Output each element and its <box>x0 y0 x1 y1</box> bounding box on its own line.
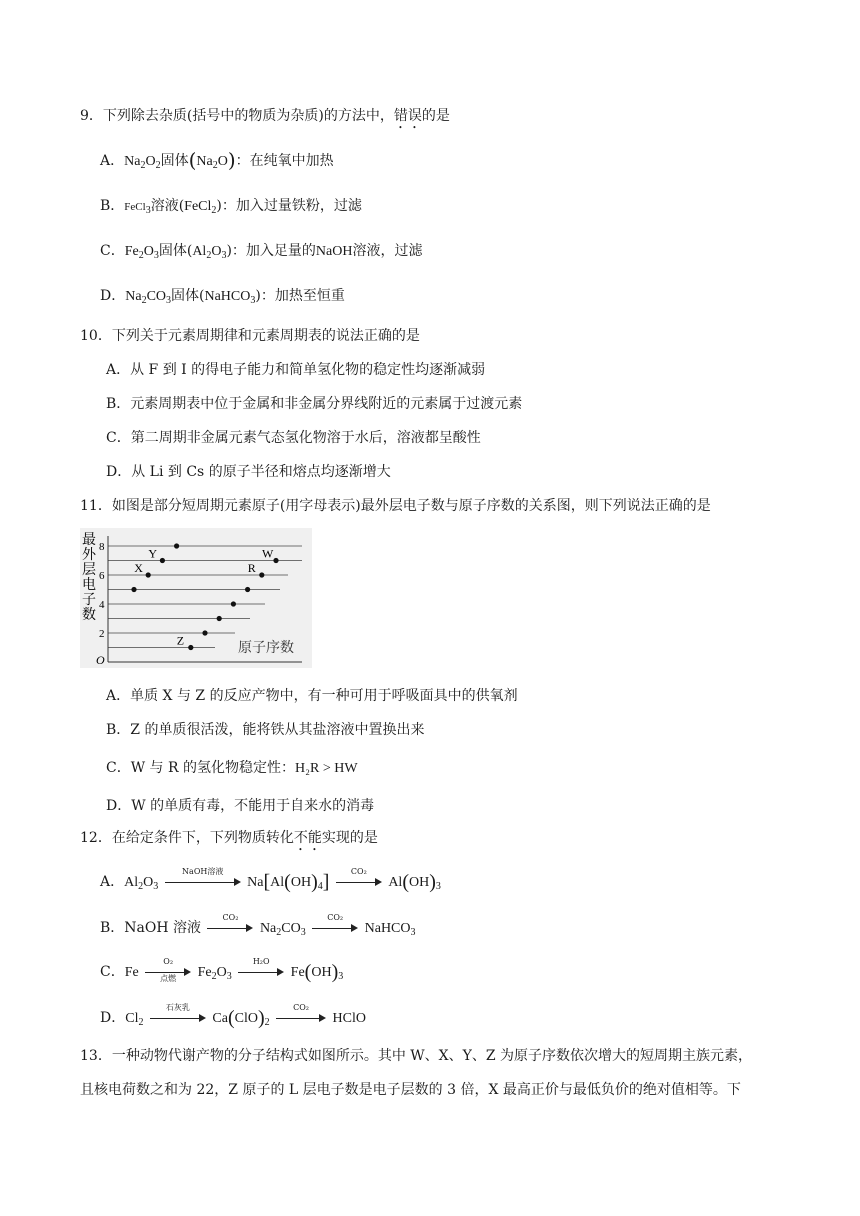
arrow: CO₂ <box>207 922 253 934</box>
chart-ylabel: 最外层电子数 <box>82 532 96 623</box>
arrow: O₂ 点燃 <box>145 966 191 978</box>
chart-tick-label: 8 <box>99 541 105 553</box>
chart-point <box>245 587 250 592</box>
q11-option-c: C．W 与 R 的氢化物稳定性：H₂R > HW <box>106 760 358 776</box>
q11-option-a: A．单质 X 与 Z 的反应产物中，有一种可用于呼吸面具中的供氧剂 <box>106 688 518 704</box>
q9-option-b: B．FeCl$_3$溶液(FeCl$_2$)：加入过量铁粉，过滤 <box>100 198 362 216</box>
q10-option-b: B．元素周期表中位于金属和非金属分界线附近的元素属于过渡元素 <box>106 396 523 412</box>
q12-option-b: B．NaOH 溶液 CO₂ $Na_2CO_3$ CO₂ NaHCO$_3$ <box>100 913 416 938</box>
chart-tick-label: 6 <box>99 570 105 582</box>
arrow: 石灰乳 <box>150 1012 206 1024</box>
q9-option-d: D．$Na_2CO_3$固体(NaHCO$_3$)：加热至恒重 <box>100 288 345 306</box>
chart-point-label: X <box>134 561 143 575</box>
q13-line2: 且核电荷数之和为 22，Z 原子的 L 层电子数是电子层数的 3 倍，X 最高正价与最低负价的绝对值相等。下 <box>80 1082 741 1098</box>
q12-option-d: D．$Cl_2$ 石灰乳 $Ca(ClO)_2$ CO₂ HClO <box>100 1003 366 1029</box>
q9-option-c: C．$Fe_2O_3$固体$(Al_2O_3)$：加入足量的NaOH溶液，过滤 <box>100 243 423 261</box>
chart-point <box>259 572 264 577</box>
q10-option-c: C．第二周期非金属元素气态氢化物溶于水后，溶液都呈酸性 <box>106 430 481 446</box>
chart-origin: O <box>96 653 105 667</box>
q10-option-a: A．从 F 到 I 的得电子能力和简单氢化物的稳定性均逐渐减弱 <box>106 362 486 378</box>
q10-option-d: D．从 Li 到 Cs 的原子半径和熔点均逐渐增大 <box>106 464 391 480</box>
chart-point <box>188 645 193 650</box>
chart-point <box>160 558 165 563</box>
chart-point-label: Z <box>176 633 185 648</box>
q13-line1: 13．一种动物代谢产物的分子结构式如图所示。其中 W、X、Y、Z 为原子序数依次增大的短周期主族元素， <box>80 1048 753 1064</box>
arrow: CO₂ <box>336 876 382 888</box>
chart-point-label: W <box>262 546 274 561</box>
chart-point <box>231 601 236 606</box>
q12-option-a: A．$Al_2O_3$ NaOH溶液 $Na[Al(OH)_4]$ CO₂ $Al(OH)_3$ <box>100 867 441 893</box>
q11-option-d: D．W 的单质有毒，不能用于自来水的消毒 <box>106 798 375 814</box>
chart-point <box>131 587 136 592</box>
arrow: CO₂ <box>276 1012 326 1024</box>
chart-point <box>146 572 151 577</box>
arrow: NaOH溶液 <box>165 876 241 888</box>
q10-stem: 10．下列关于元素周期律和元素周期表的说法正确的是 <box>80 328 420 344</box>
chart-tick-label: 2 <box>99 628 105 640</box>
q11-option-b: B．Z 的单质很活泼，能将铁从其盐溶液中置换出来 <box>106 722 425 738</box>
chart-point-label: R <box>247 561 256 575</box>
chart-point <box>174 543 179 548</box>
chart-point-label: Y <box>148 546 158 561</box>
chart-point <box>217 616 222 621</box>
q11-stem: 11．如图是部分短周期元素原子(用字母表示)最外层电子数与原子序数的关系图，则下列说法正确的是 <box>80 498 711 514</box>
chart-point <box>202 630 207 635</box>
q12-option-c: C．Fe O₂ 点燃 $Fe_2O_3$ H₂O $Fe(OH)_3$ <box>100 957 344 983</box>
arrow: CO₂ <box>312 922 358 934</box>
q9-stem: 9．下列除去杂质(括号中的物质为杂质)的方法中，错误的是 <box>80 108 450 124</box>
chart-point <box>273 558 278 563</box>
q12-stem: 12．在给定条件下，下列物质转化不能实现的是 <box>80 830 378 846</box>
chart-tick-label: 4 <box>99 599 105 611</box>
arrow: H₂O <box>238 966 284 978</box>
q9-option-a: A．$Na_2O_2$固体$(Na_2O)$：在纯氧中加热 <box>100 148 334 172</box>
chart-xlabel: 原子序数 <box>238 640 294 656</box>
electron-chart <box>80 528 312 668</box>
